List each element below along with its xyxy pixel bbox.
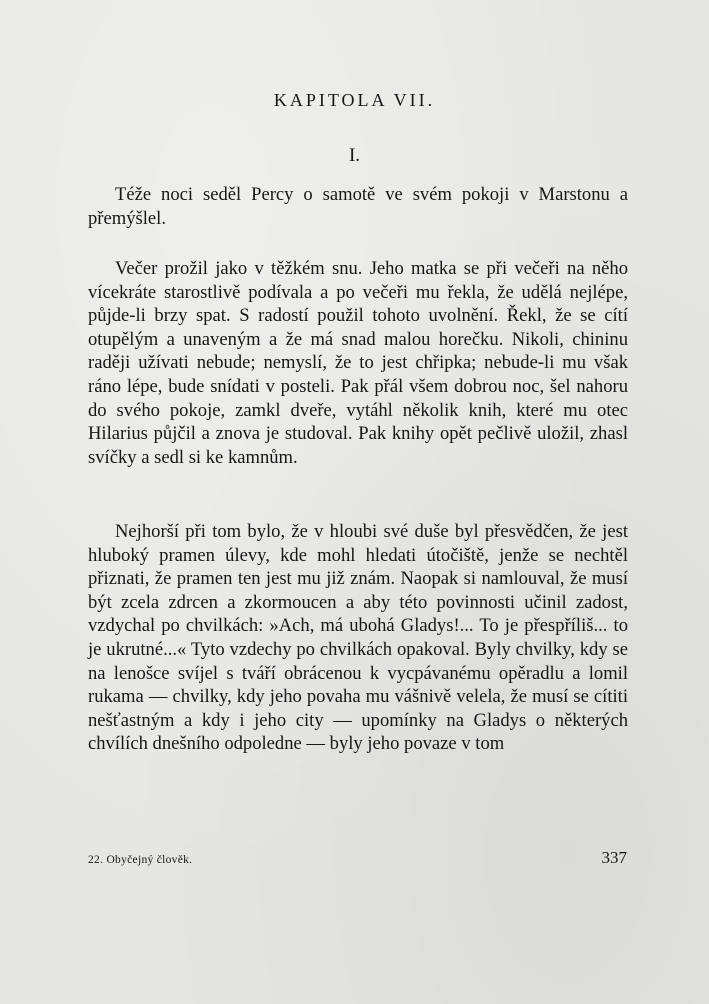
chapter-title: KAPITOLA VII. (273, 90, 436, 110)
paragraph: Téže noci seděl Percy o samotě ve svém pokoji v Marstonu a přemýšlel. (88, 184, 628, 229)
paragraph: Nejhorší při tom bylo, že v hloubi své duše byl přesvědčen, že jest hluboký pramen úlevy, kde mohl hledati útočiště, jenže se nechtěl přiznati, že pramen ten jest mu již znám. Naopak si namlouval, že musí být zcela zdrcen a zkormoucen a aby této povinnosti učinil zadost, vzdychal po chvilkách: »Ach, má ubohá Gladys!... To je přespříliš... to je ukrutné...« Tyto vzdechy po chvilkách opakoval. Byly chvilky, kdy se na lenošce svíjel s tváří obrácenou k vycpávanému opěradlu a lomil rukama — chvilky, kdy jeho povaha mu vášnivě velela, že musí se cítiti nešťastným a kdy i jeho city — upomínky na Gladys o některých chvílích dnešního odpoledne — byly jeho povaze v tom (88, 521, 628, 755)
printer-signature: 22. Obyčejný člověk. (88, 854, 193, 866)
paragraph-3-block (88, 520, 628, 756)
page-number: 337 (601, 848, 627, 867)
section-number: I. (348, 145, 361, 166)
paragraph: Večer prožil jako v těžkém snu. Jeho matka se při večeři na něho vícekráte starostlivě podívala a po večeři mu řekla, že udělá nejlépe, půjde-li brzy spat. S radostí použil tohoto uvolnění. Řekl, že se cítí otupělým a unaveným a že má snad malou horečku. Nikoli, chininu raději užívati nebude; nemyslí, že to jest chřipka; nebude-li mu však ráno lépe, bude snídati v posteli. Pak přál všem dobrou noc, šel nahoru do svého pokoje, zamkl dveře, vytáhl několik knih, které mu otec Hilarius půjčil a znova je studoval. Pak knihy opět pečlivě uložil, zhasl svíčky a sedl si ke kamnům. (88, 258, 628, 468)
paragraph-2-block (88, 257, 628, 469)
paragraph-1-block (88, 183, 628, 230)
